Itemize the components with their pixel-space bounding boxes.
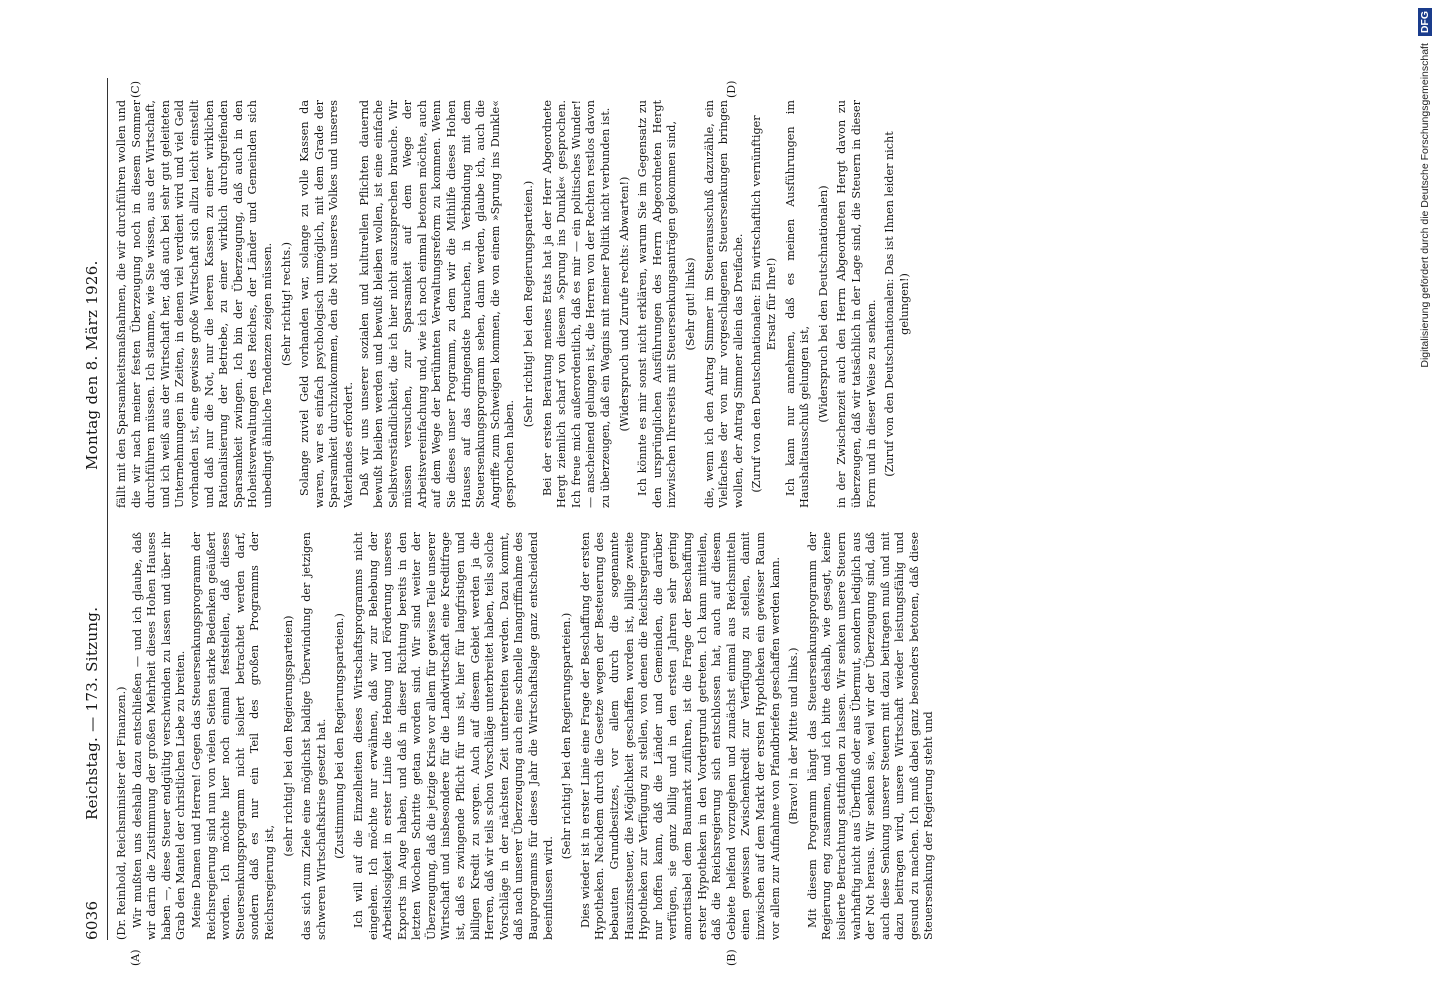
credit-text: Digitalisierung gefördert durch die Deutsche Forschungsgemeinschaft [1419,43,1431,368]
interjection: (Sehr richtig! bei den Regierungsparteien.) [522,180,536,428]
dfg-logo: DFG [1418,8,1432,36]
paragraph: in der Zwischenzeit auch den Herrn Abgeordneten Hergt davon zu überzeugen, daß wir tatsächlich in der Lage sind, die Steuern in dieser Form und in dieser Weise zu senken. [835,100,878,508]
paragraph: Wir mußten uns deshalb dazu entschließen — und ich glaube, daß wir darin die Zustimmung der großen Mehrheit dieses Hohen Hauses haben —, diese Steuer endgültig verschwinden zu lassen und über ihr Grab den Mantel der christlichen Liebe zu breiten. [130,532,188,940]
page-header [83,78,105,940]
session-date: Montag den 8. März 1926. [83,260,101,470]
paragraph: Ich könnte es mir sonst nicht erklären, warum Sie im Gegensatz zu den ursprünglichen Ausführungen des Herrn Abgeordneten Hergt inzwischen Ihrerseits mit Steuersenkungsanträgen gekommen sind, [636,100,679,508]
text-column-left [115,532,938,940]
interjection: (Zuruf von den Deutschnationalen: Ein wirtschaftlich vernünftiger Ersatz für Ihre!) [750,115,778,493]
paragraph: Ich will auf die Einzelheiten dieses Wirtschaftsprogramms nicht eingehen. Ich möchte nur erwähnen, daß wir zur Behebung der Arbeitslosigkeit in erster Linie die Hebung und Förderung unseres Exports im Auge haben, und daß in dieser Richtung bereits in den letzten Wochen Schritte getan worden sind. Wir sind weiter der Überzeugung, daß die jetzige Krise vor allem für gewisse Teile unserer Wirtschaft und insbesondere für die Landwirtschaft eine Kreditfrage ist, daß es zwingende Pflicht für uns ist, hier für langfristigen und billigen Kredit zu sorgen. Auch auf diesem Gebiet werden ja die Herren, daß wir teils schon Vorschläge unterbreitet haben, teils solche Vorschläge in der nächsten Zeit unterbreiten werden. Dazu kommt, daß nach unserer Überzeugung auch eine schnelle Inangriffnahme des Bauprogramms für dieses Jahr die Wirtschaftslage ganz entscheidend beeinflussen wird. [351,532,555,940]
paragraph: Dies wieder ist in erster Linie eine Frage der Beschaffung der ersten Hypotheken. Nachdem durch die Gesetze wegen der Besteuerung des bebauten Grundbesitzes, vor allem durch die sogenannte Hauszinssteuer, die Möglichkeit geschaffen worden ist, billige zweite Hypotheken zur Verfügung zu stellen, von denen die Reichsregierung nur hoffen kann, daß die Länder und Gemeinden, die darüber verfügen, sie ganz billig und in den ersten Jahren sehr gering amortisabel dem Baumarkt zuführen, ist die Frage der Beschaffung erster Hypotheken in den Vordergrund getreten. Ich kann mitteilen, daß die Reichsregierung sich entschlossen hat, auch auf diesem Gebiete helfend vorzugehen und zunächst einmal aus Reichsmitteln einen gewissen Zwischenkredit zur Verfügung zu stellen, damit inzwischen auf dem Markt der ersten Hypotheken ein gewisser Raum vor allem zur Aufnahme von Pfandbriefen geschaffen werden kann. [578,532,782,940]
interjection: (Widerspruch bei den Deutschnationalen) [816,185,830,423]
page-number: 6036 [83,900,101,940]
interjection: (Sehr richtig! rechts.) [279,241,293,367]
scanned-page [83,78,1343,966]
session-title: Reichstag. — 173. Sitzung. [83,606,101,820]
interjection: (Sehr richtig! bei den Regierungsparteien.) [560,612,574,860]
paragraph: Solange zuviel Geld vorhanden war, solange zu volle Kassen da waren, war es einfach psychologisch unmöglich, mit dem Grade der Sparsamkeit durchzukommen, den die Not unseres Volkes und unseres Vaterlandes erfordert. [298,100,355,508]
paragraph: fällt mit den Sparsamkeitsmaßnahmen, die wir durchführen wollen und die wir nach meiner festen Überzeugung noch in diesem Sommer durchführen müssen. Ich stamme, wie Sie wissen, aus der Wirtschaft, und ich weiß aus der Wirtschaft her, daß auch bei sehr gut geleiteten Unternehmungen in Zeiten, in denen viel verdient wird und viel Geld vorhanden ist, eine gewisse große Wirtschaft sich allzu leicht einstellt und daß nur die Not, nur die leeren Kassen zu einer wirklichen Rationalisierung der Betriebe, zu einer wirklich durchgreifenden Sparsamkeit zwingen. Ich bin der Überzeugung, daß auch in den Hoheitsverwaltungen des Reiches, der Länder und Gemeinden sich unbedingt ähnliche Tendenzen zeigen müssen. [115,100,274,508]
paragraph: Ich kann nur annehmen, daß es meinen Ausführungen im Haushaltausschuß gelungen ist, [783,100,812,508]
margin-mark-a: (A) [129,949,142,966]
paragraph: Bei der ersten Beratung meines Etats hat ja der Herr Abgeordnete Hergt ziemlich scharf von diesem »Sprung ins Dunkle« gesprochen. Ich freue mich außerordentlich, daß es mir — ein politisches Wunder! — anscheinend gelungen ist, die Herren von der Rechten restlos davon zu überzeugen, daß ein Wagnis mit meiner Politik nicht verbunden ist. [540,100,612,508]
text-column-right [115,100,916,508]
margin-mark-b: (B) [725,949,738,966]
paragraph: Daß wir uns unserer sozialen und kulturellen Pflichten dauernd bewußt bleiben werden und bewußt bleiben wollen, ist eine einfache Selbstverständlichkeit, die ich hier nicht auszusprechen brauche. Wir müssen versuchen, zur Sparsamkeit auf dem Wege der Arbeitsvereinfachung und, wie ich noch einmal betonen möchte, auch auf dem Wege der berühmten Verwaltungsreform zu kommen. Wenn Sie dieses unser Programm, zu dem wir die Mithilfe dieses Hohen Hauses auf das dringendste brauchen, in Verbindung mit dem Steuersenkungsprogramm sehen, dann werden, glaube ich, auch die Angriffe zum Schweigen kommen, die von einem »Sprung ins Dunkle« gesprochen haben. [357,100,517,508]
interjection: (Bravo! in der Mitte und links.) [787,647,801,825]
interjection: (Zustimmung bei den Regierungsparteien.) [333,613,347,859]
interjection: (Zuruf von den Deutschnationalen: Das ist Ihnen leider nicht gelungen!) [883,131,911,477]
margin-mark-c: (C) [129,81,142,98]
paragraph: Mit diesem Programm hängt das Steuersenkungsprogramm der Regierung eng zusammen, und ich bitte deshalb, wie gesagt, keine isolierte Betrachtung stattfinden zu lassen. Wir senken unsere Steuern wahrhaftig nicht aus Überfluß oder aus Übermut, sondern lediglich aus der Not heraus. Wir senken sie, weil wir der Überzeugung sind, daß auch diese Senkung unserer Steuern mit dazu beitragen muß und mit dazu beitragen wird, unsere Wirtschaft wieder leistungsfähig und gesund zu machen. Ich muß dabei ganz besonders betonen, daß diese Steuersenkung der Regierung steht und [805,532,936,940]
digitization-credit [1416,8,1434,992]
interjection: (sehr richtig! bei den Regierungsparteien) [281,615,295,857]
paragraph: das sich zum Ziele eine möglichst baldige Überwindung der jetzigen schweren Wirtschaftskrise gesetzt hat. [300,532,328,940]
paragraph: die, wenn ich den Antrag Simmer im Steuerausschuß dazuzähle, ein Vielfaches der von mir vorgeschlagenen Steuersenkungen bringen wollen, der Antrag Simmer allein das Dreifache. [702,100,745,508]
interjection: (Sehr gut! links) [683,257,697,351]
paragraph: Meine Damen und Herren! Gegen das Steuersenkungsprogramm der Reichsregierung sind nun von vielen Seiten starke Bedenken geäußert worden. Ich möchte hier noch einmal feststellen, daß dieses Steuersenkungsprogramm nicht isoliert betrachtet werden darf, sondern daß es nur ein Teil des großen Programms der Reichsregierung ist, [189,532,276,940]
interjection: (Widerspruch und Zurufe rechts: Abwarten!) [617,176,631,432]
header-rule [107,78,108,940]
margin-mark-d: (D) [725,80,738,98]
speaker-note: (Dr. Reinhold, Reichsminister der Finanzen.) [115,686,128,940]
